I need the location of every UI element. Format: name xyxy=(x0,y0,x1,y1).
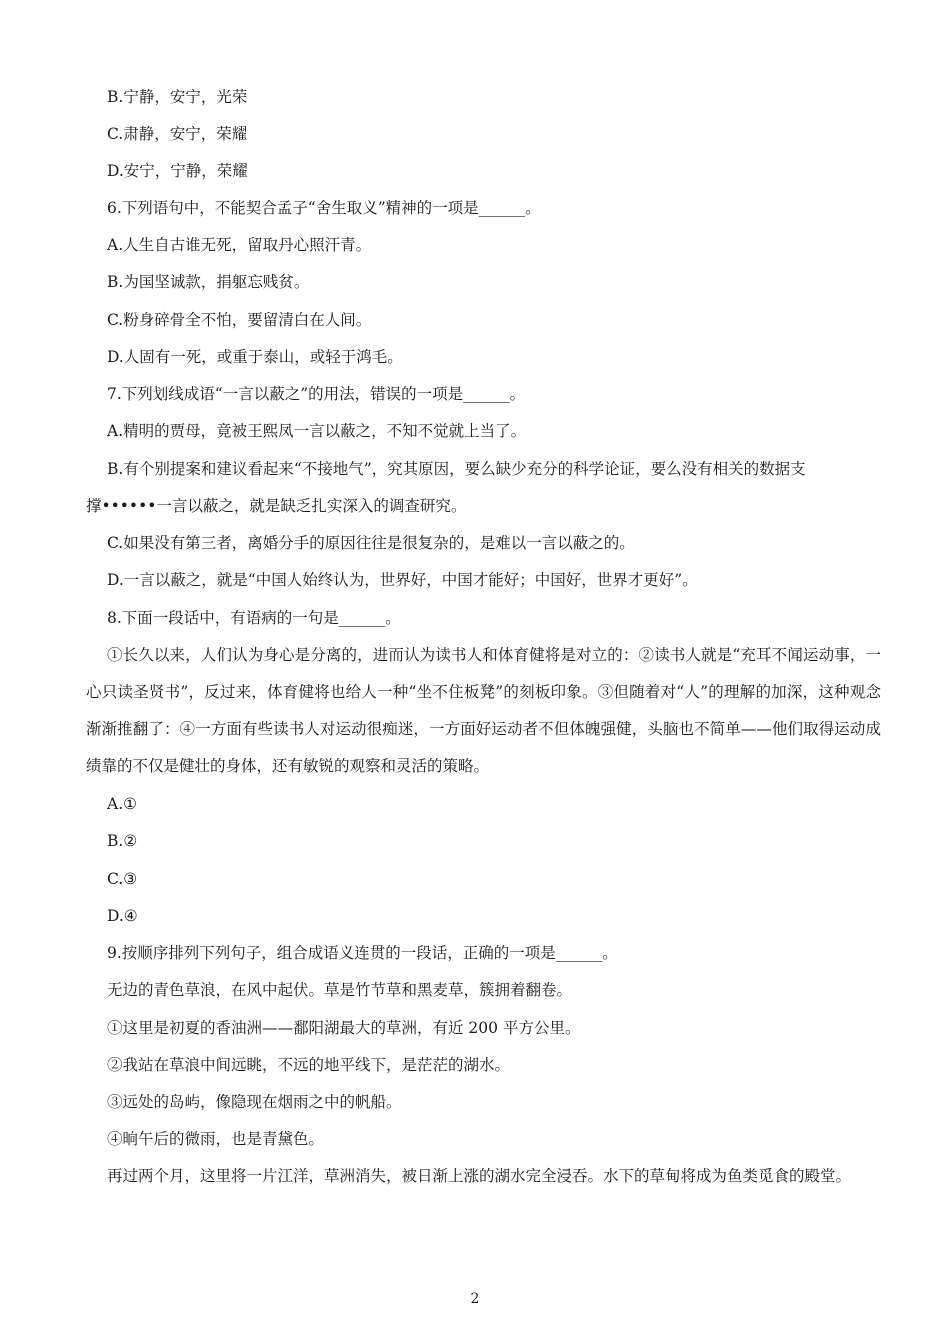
q9-stem: 9.按顺序排列下列句子，组合成语义连贯的一段话，正确的一项是______。 xyxy=(107,944,618,962)
q5-option-d: D.安宁，宁静，荣耀 xyxy=(107,162,248,180)
q6-option-b: B.为国坚诚款，捐躯忘贱贫。 xyxy=(107,273,310,291)
q6-option-a: A.人生自古谁无死，留取丹心照汗青。 xyxy=(107,236,372,254)
q9-sentence-1: ①这里是初夏的香油洲——鄱阳湖最大的草洲，有近 200 平方公里。 xyxy=(107,1019,581,1037)
q8-option-b: B.② xyxy=(107,832,138,850)
q6-option-d: D.人固有一死，或重于泰山，或轻于鸿毛。 xyxy=(107,348,403,366)
q8-option-c: C.③ xyxy=(107,870,138,888)
q7-option-a: A.精明的贾母，竟被王熙凤一言以蔽之，不知不觉就上当了。 xyxy=(107,422,527,440)
q6-stem: 6.下列语句中，不能契合孟子“舍生取义”精神的一项是______。 xyxy=(107,199,541,217)
q7-stem: 7.下列划线成语“一言以蔽之”的用法，错误的一项是______。 xyxy=(107,385,526,403)
q9-sentence-4: ④晌午后的微雨，也是青黛色。 xyxy=(107,1130,325,1148)
q8-stem: 8.下面一段话中，有语病的一句是______。 xyxy=(107,609,401,627)
q7-option-d: D.一言以蔽之，就是“中国人始终认为，世界好，中国才能好；中国好，世界才更好”。 xyxy=(107,571,698,589)
q8-option-d: D.④ xyxy=(107,907,138,925)
q8-option-a: A.① xyxy=(107,795,138,813)
q9-intro: 无边的青色草浪，在风中起伏。草是竹节草和黑麦草，簇拥着翻卷。 xyxy=(107,981,573,999)
q8-passage: ①长久以来，人们认为身心是分离的，进而认为读书人和体育健将是对立的：②读书人就是“充耳不闻运动事，一心只读圣贤书”，反过来，体育健将也给人一种“坐不住板凳”的刻板印象。③但随着对“人”的理解的加深，这种观念渐渐推翻了：④一方面有些读书人对运动很痴迷，一方面好运动者不但体魄强健，头脑也不简单——他们取得运动成绩靠的不仅是健壮的身体，还有敏锐的观察和灵活的策略。 xyxy=(86,646,881,775)
q6-option-c: C.粉身碎骨全不怕，要留清白在人间。 xyxy=(107,311,372,329)
q5-option-c: C.肃静，安宁，荣耀 xyxy=(107,125,248,143)
q9-outro: 再过两个月，这里将一片江洋，草洲消失，被日渐上涨的湖水完全浸吞。水下的草甸将成为鱼类觅食的殿堂。 xyxy=(107,1167,852,1185)
page-number: 2 xyxy=(470,1291,480,1307)
q9-sentence-2: ②我站在草浪中间远眺，不远的地平线下，是茫茫的湖水。 xyxy=(107,1056,511,1074)
q7-option-b-line1: B.有个别提案和建议看起来“不接地气”，究其原因，要么缺少充分的科学论证，要么没有相关的数据支 xyxy=(107,460,806,478)
q5-option-b: B.宁静，安宁，光荣 xyxy=(107,88,248,106)
q7-option-c: C.如果没有第三者，离婚分手的原因往往是很复杂的，是难以一言以蔽之的。 xyxy=(107,534,635,552)
q7-option-b-line2: 撑••••••一言以蔽之，就是缺乏扎实深入的调查研究。 xyxy=(86,497,467,515)
q9-sentence-3: ③远处的岛屿，像隐现在烟雨之中的帆船。 xyxy=(107,1093,402,1111)
